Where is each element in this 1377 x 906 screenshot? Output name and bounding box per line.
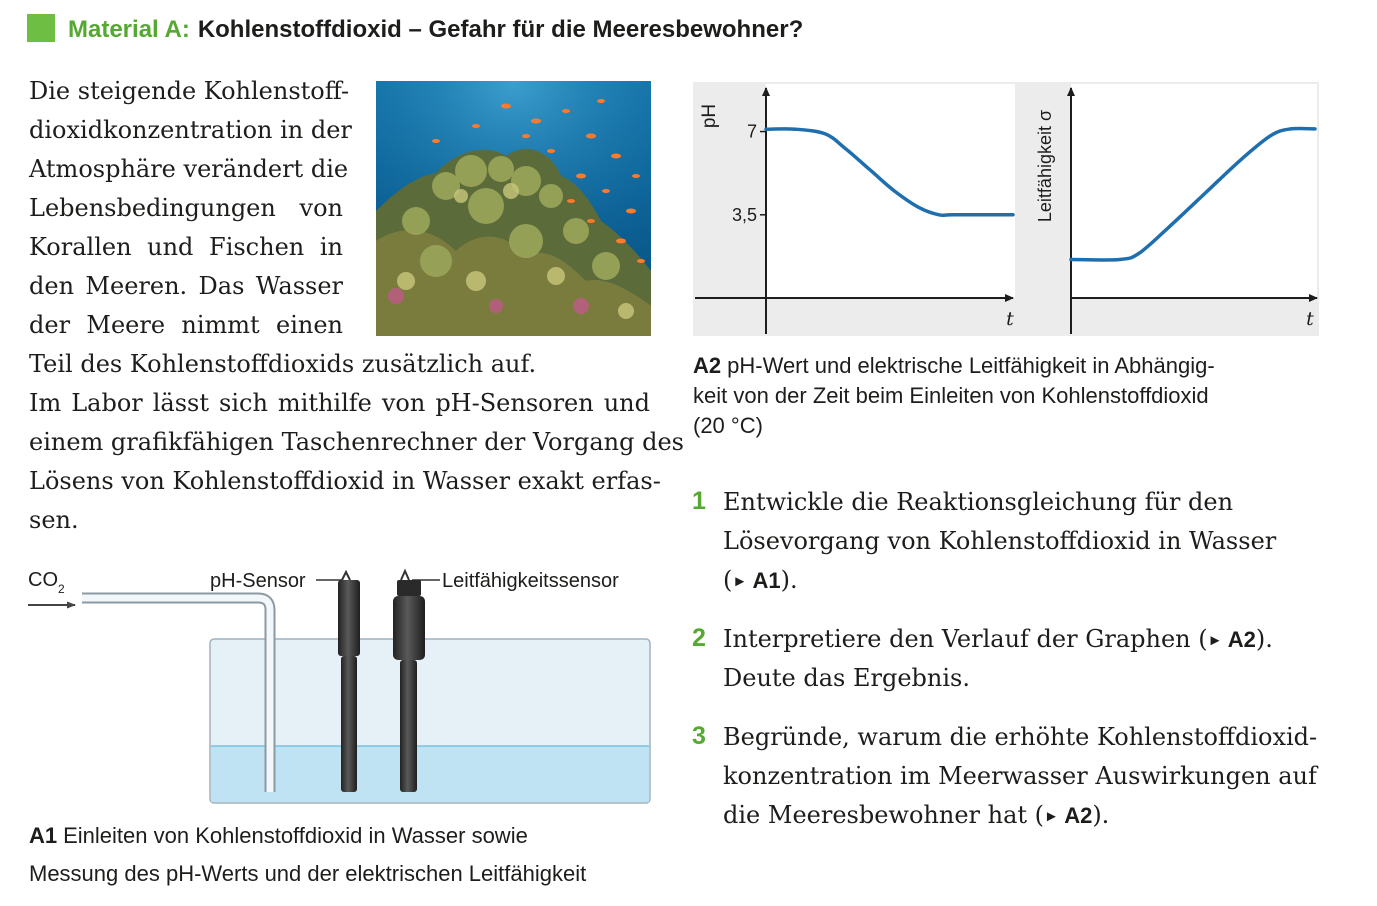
- task-text: Interpretiere den Verlauf der Graphen (: [723, 625, 1208, 653]
- intro-line: Korallen und Fischen in: [29, 233, 343, 261]
- co2-text: CO: [28, 569, 58, 591]
- intro-line: Lebensbedingungen von: [29, 194, 343, 222]
- reference-label: A2: [1064, 803, 1093, 828]
- a2-chart-svg: [693, 82, 1319, 336]
- intro-line: den Meeren. Das Wasser: [29, 272, 343, 300]
- task-number: 1: [692, 487, 706, 515]
- paren-open: (: [723, 566, 733, 594]
- paren-close: ).: [1092, 801, 1110, 829]
- material-label: Material A:: [68, 16, 190, 43]
- ph-sensor-label: pH-Sensor: [210, 570, 306, 592]
- paren-close: ).: [1255, 625, 1273, 653]
- intro-line: einem grafikfähigen Taschenrechner der Vorgang des: [29, 428, 684, 456]
- ph-sensor-head: [338, 580, 360, 656]
- coral-reef-image: [376, 81, 651, 336]
- reference-arrow-icon: ►: [1207, 632, 1223, 649]
- intro-line: Im Labor lässt sich mithilfe von pH-Sensoren und: [29, 389, 650, 417]
- task-line: [723, 796, 1109, 836]
- coral-reef-photo: [376, 81, 651, 336]
- caption-a2-line: keit von der Zeit beim Einleiten von Kohlenstoffdioxid: [693, 383, 1209, 408]
- task-line: Entwickle die Reaktionsgleichung für den: [723, 488, 1234, 516]
- caption-a2-text: pH-Wert und elektrische Leitfähigkeit in Abhängig-: [727, 353, 1215, 378]
- caption-a1-label: A1: [29, 823, 58, 848]
- reference-a1[interactable]: [732, 568, 780, 593]
- conductivity-sensor-cap: [397, 580, 421, 596]
- task-line: Begründe, warum die erhöhte Kohlenstoffdioxid-: [723, 723, 1318, 751]
- ph-plot-area: [766, 84, 1015, 298]
- reference-label: A2: [1227, 627, 1256, 652]
- task-text: die Meeresbewohner hat (: [723, 801, 1045, 829]
- reference-arrow-icon: ►: [732, 573, 748, 590]
- ph-tick-label: 7: [746, 121, 757, 142]
- task-line: [723, 561, 798, 601]
- task-line: Lösevorgang von Kohlenstoffdioxid in Wasser: [723, 527, 1277, 555]
- intro-line: Lösens von Kohlenstoffdioxid in Wasser exakt erfas-: [29, 467, 661, 495]
- conductivity-sensor-head: [393, 596, 425, 660]
- co2-label: [28, 569, 65, 596]
- apparatus-svg: [20, 560, 660, 810]
- reference-label: A1: [752, 568, 781, 593]
- a2-chart: [693, 82, 1319, 336]
- ph-sensor-probe: [341, 656, 357, 792]
- intro-line: Die steigende Kohlenstoff-: [29, 77, 350, 105]
- conductivity-sensor-label: Leitfähigkeitssensor: [442, 570, 619, 592]
- intro-line: Atmosphäre verändert die: [29, 155, 349, 183]
- intro-line: sen.: [29, 506, 79, 534]
- task-line: [723, 620, 1273, 660]
- caption-a2-line: (20 °C): [693, 413, 763, 438]
- material-title: Kohlenstoffdioxid – Gefahr für die Meeresbewohner?: [197, 16, 804, 43]
- caption-a1-text: Einleiten von Kohlenstoffdioxid in Wasser sowie: [63, 823, 528, 848]
- conductivity-y-axis-label: Leitfähigkeit σ: [1035, 109, 1055, 223]
- task-line: konzentration im Meerwasser Auswirkungen auf: [723, 762, 1317, 790]
- ph-sensor-cable: [342, 572, 350, 580]
- ph-y-axis-label: pH: [699, 103, 720, 129]
- paren-close: ).: [780, 566, 798, 594]
- reference-a2[interactable]: [1208, 627, 1256, 652]
- reference-a2[interactable]: [1044, 803, 1092, 828]
- reference-arrow-icon: ►: [1044, 808, 1059, 825]
- caption-a2-line: [693, 351, 1215, 381]
- task-number: 3: [692, 722, 706, 750]
- conductivity-sensor-cable: [401, 571, 409, 580]
- conductivity-sensor-probe: [400, 660, 417, 792]
- caption-a1-line: Messung des pH-Werts und der elektrischen Leitfähigkeit: [29, 861, 587, 886]
- intro-line: der Meere nimmt einen: [29, 311, 343, 339]
- caption-a2-label: A2: [693, 353, 722, 378]
- ph-tick-label: 3,5: [731, 204, 757, 225]
- header-marker: [27, 14, 55, 42]
- caption-a1-line: [29, 821, 528, 851]
- ph-x-axis-label: t: [1006, 308, 1014, 330]
- co2-subscript: 2: [58, 582, 65, 596]
- conductivity-plot-area: [1071, 84, 1317, 298]
- task-number: 2: [692, 624, 706, 652]
- intro-line: Teil des Kohlenstoffdioxids zusätzlich auf.: [29, 350, 537, 378]
- page-title: [68, 16, 803, 44]
- task-line: Deute das Ergebnis.: [723, 664, 970, 692]
- apparatus-diagram: [20, 560, 660, 810]
- conductivity-x-axis-label: t: [1306, 308, 1314, 330]
- intro-line: dioxidkonzentration in der: [29, 116, 352, 144]
- water-level: [211, 746, 649, 802]
